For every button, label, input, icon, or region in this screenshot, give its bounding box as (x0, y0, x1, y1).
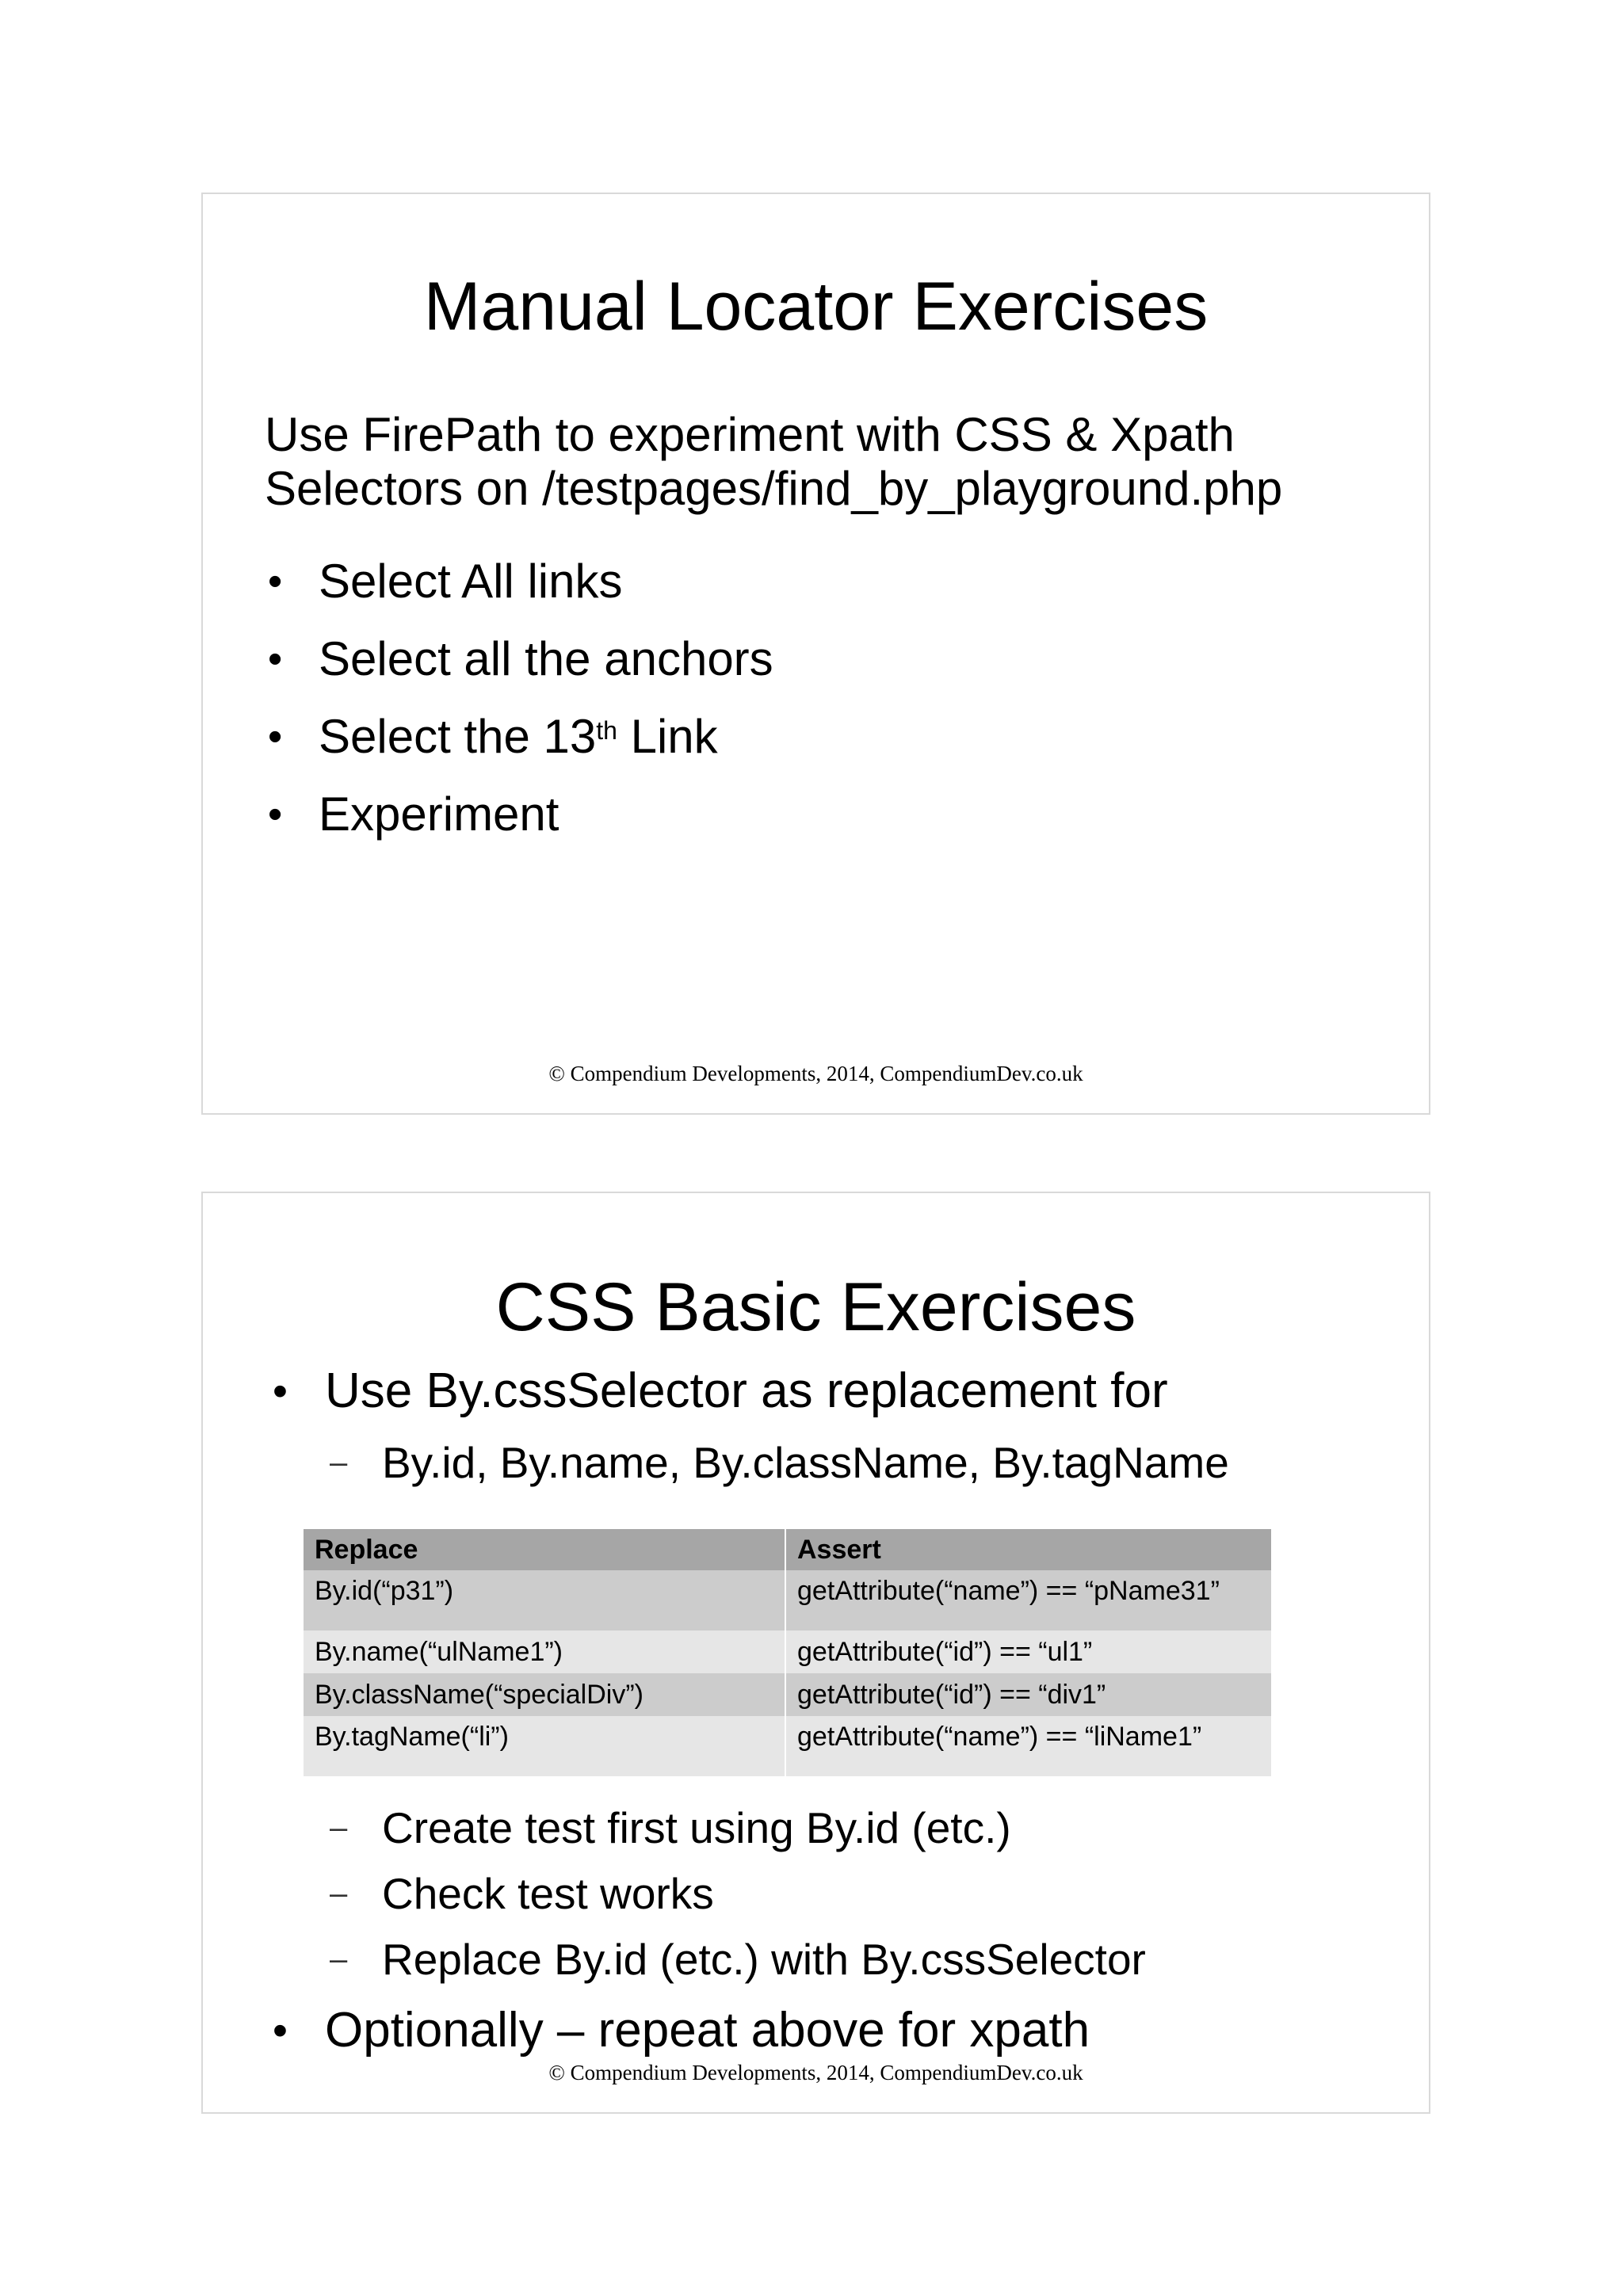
list-item (265, 698, 773, 776)
slide-title: Manual Locator Exercises (423, 269, 1209, 345)
table-cell: By.name(“ulName1”) (304, 1630, 785, 1673)
slide-css-basic-exercises (201, 1192, 1430, 2114)
sub-item-label: Create test first using By.id (etc.) (382, 1803, 1011, 1852)
sub-item-label: By.id, By.name, By.className, By.tagName (382, 1438, 1229, 1487)
list-item (265, 620, 773, 698)
list-item-label: Experiment (319, 788, 559, 841)
intro-text (265, 408, 1282, 516)
copyright-footer: © Compendium Developments, 2014, CompendiumDev.co.uk (548, 2061, 1083, 2084)
table-row (304, 1673, 1271, 1716)
table-cell: getAttribute(“id”) == “div1” (797, 1680, 1106, 1710)
replace-assert-table (304, 1529, 1271, 1776)
table-cell: getAttribute(“name”) == “pName31” (797, 1576, 1220, 1606)
intro-line-1: Use FirePath to experiment with CSS & Xpath (265, 408, 1235, 461)
sub-item (330, 1800, 1011, 1855)
dash-icon: – (330, 1445, 348, 1480)
bullet-item-label: Optionally – repeat above for xpath (325, 2003, 1090, 2058)
table-cell: getAttribute(“id”) == “ul1” (797, 1637, 1093, 1667)
bullet-icon: • (268, 559, 283, 605)
table-header-row (304, 1529, 1271, 1570)
sub-item (330, 1866, 714, 1921)
table-cell: By.tagName(“li”) (304, 1716, 785, 1776)
table-cell: By.id(“p31”) (304, 1570, 785, 1630)
dash-icon: – (330, 1876, 348, 1911)
list-item (265, 543, 773, 620)
sub-item (330, 1435, 1229, 1490)
bullet-icon: • (273, 1367, 288, 1415)
column-header-replace: Replace (304, 1529, 785, 1570)
table-cell: By.className(“specialDiv”) (304, 1673, 785, 1716)
list-item-label: Select All links (319, 555, 623, 608)
bullet-item (273, 1360, 1168, 1423)
bullet-icon: • (268, 714, 283, 760)
copyright-footer: © Compendium Developments, 2014, CompendiumDev.co.uk (548, 1062, 1083, 1085)
list-item (265, 776, 773, 853)
sub-item (330, 1932, 1146, 1987)
table-row (304, 1630, 1271, 1673)
ordinal-suffix: th (596, 716, 617, 745)
table-row (304, 1716, 1271, 1776)
bullet-icon: • (268, 636, 283, 682)
dash-icon: – (330, 1810, 348, 1845)
slide-title: CSS Basic Exercises (495, 1269, 1136, 1345)
list-item-label: Select the 13 (319, 710, 597, 763)
bullet-icon: • (273, 2007, 288, 2054)
table-row (304, 1570, 1271, 1630)
bullet-icon: • (268, 791, 283, 837)
intro-line-2: Selectors on /testpages/find_by_playground.php (265, 462, 1283, 515)
sub-item-label: Check test works (382, 1869, 714, 1918)
bullet-item (273, 1999, 1090, 2062)
bullet-item-label: Use By.cssSelector as replacement for (325, 1363, 1168, 1418)
list-item-label-suffix: Link (617, 710, 718, 763)
list-item-label: Select all the anchors (319, 632, 773, 685)
slide-manual-locator-exercises (201, 193, 1430, 1115)
sub-item-label: Replace By.id (etc.) with By.cssSelector (382, 1935, 1146, 1984)
table-cell: getAttribute(“name”) == “liName1” (797, 1722, 1202, 1752)
column-header-assert: Assert (797, 1535, 881, 1565)
exercise-list (265, 543, 773, 853)
dash-icon: – (330, 1942, 348, 1977)
